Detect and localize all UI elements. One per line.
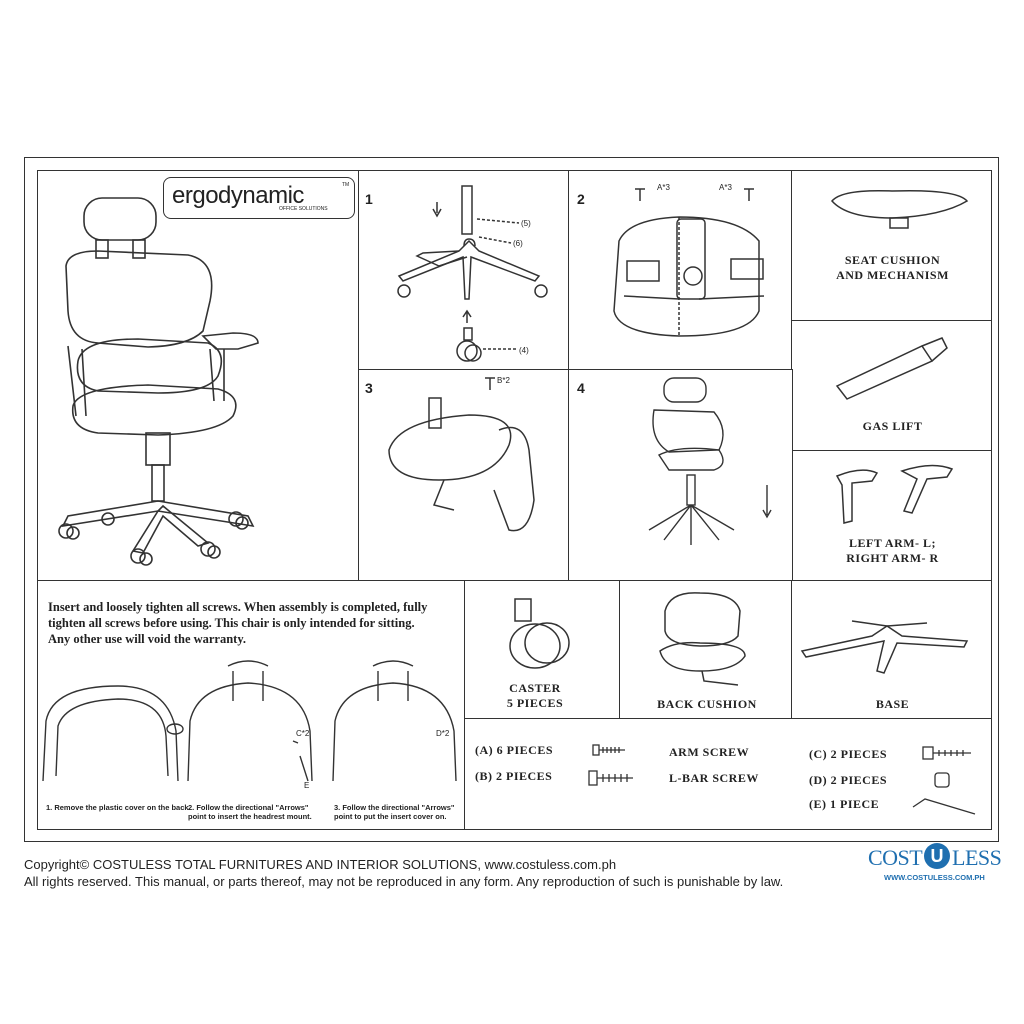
logo-less: LESS — [952, 845, 1002, 870]
caster-label-line1: CASTER — [509, 681, 561, 695]
base-assembly-drawing — [359, 171, 570, 371]
caster-part — [464, 580, 621, 720]
step-4-panel — [568, 369, 793, 582]
seat-back-attach-drawing — [359, 370, 570, 582]
callout-a-left: A*3 — [657, 183, 670, 192]
hardware-e-qty: (E) 1 PIECE — [809, 797, 880, 811]
instructions-line2: tighten all screws before using. This chair is only intended for sitting. — [48, 616, 415, 630]
completed-chair-drawing — [569, 370, 793, 582]
d-callout: D*2 — [436, 729, 450, 738]
headrest-steps-drawing — [38, 581, 466, 830]
seat-cushion-label — [792, 253, 992, 283]
hardware-a-qty: (A) 6 PIECES — [475, 743, 554, 757]
step-2-panel — [568, 170, 793, 371]
l-bar-screw-label: L-BAR SCREW — [669, 771, 759, 785]
instructions-line3: Any other use will void the warranty. — [48, 632, 247, 646]
headrest-step-3-line1: 3. Follow the directional "Arrows" — [334, 803, 455, 812]
base-label: BASE — [875, 697, 910, 711]
hardware-b-qty: (B) 2 PIECES — [475, 769, 553, 783]
arms-label-line2: RIGHT ARM- R — [846, 551, 939, 565]
arms-label-line1: LEFT ARM- L; — [848, 536, 937, 550]
arms-part — [791, 450, 992, 582]
seat-cushion-drawing — [792, 171, 992, 322]
seat-cushion-part — [791, 170, 992, 322]
back-cushion-part — [619, 580, 793, 720]
copyright-line1: Copyright© COSTULESS TOTAL FURNITURES AND INTERIOR SOLUTIONS, www.costuless.com.ph — [24, 857, 617, 872]
instructions-line1: Insert and loosely tighten all screws. When assembly is completed, fully — [48, 600, 428, 614]
step-2-number: 2 — [577, 191, 585, 207]
step-4-number: 4 — [577, 380, 585, 396]
headrest-step-2-line1: 2. Follow the directional "Arrows" — [188, 803, 309, 812]
caster-label-line2: 5 PIECES — [506, 696, 564, 710]
mechanism-attach-drawing — [569, 171, 793, 371]
headrest-step-2-line2: point to insert the headrest mount. — [188, 812, 312, 821]
hardware-c-qty: (C) 2 PIECES — [809, 747, 888, 761]
brand-tagline: OFFICE SOLUTIONS — [279, 206, 328, 212]
logo-cost: COST — [868, 845, 923, 870]
callout-a-right: A*3 — [719, 183, 732, 192]
headrest-step-2-caption — [188, 803, 312, 821]
caster-label — [465, 681, 605, 711]
callout-4: (4) — [519, 346, 529, 355]
logo-url: WWW.COSTULESS.COM.PH — [884, 873, 985, 882]
hardware-panel — [464, 718, 992, 830]
hardware-d-qty: (D) 2 PIECES — [809, 773, 888, 787]
gas-lift-label: GAS LIFT — [862, 419, 923, 433]
arm-screw-label: ARM SCREW — [669, 745, 750, 759]
headrest-step-3-caption — [334, 803, 454, 821]
headrest-step-3-line2: point to put the insert cover on. — [334, 812, 447, 821]
step-3-number: 3 — [365, 380, 373, 396]
brand-tm: TM — [342, 182, 350, 188]
e-callout: E — [304, 781, 310, 790]
instructions-panel — [37, 580, 466, 830]
costuless-logo — [862, 843, 1012, 888]
seat-cushion-label-line2: AND MECHANISM — [836, 268, 949, 282]
chair-overview-drawing — [38, 171, 360, 582]
headrest-step-1-caption: 1. Remove the plastic cover on the back. — [46, 803, 191, 812]
back-cushion-label: BACK CUSHION — [657, 697, 757, 711]
callout-6: (6) — [513, 239, 523, 248]
brand-name: ergodynamic — [172, 182, 304, 209]
copyright-line2: All rights reserved. This manual, or parts thereof, may not be reproduced in any form. Any reproduction of such is punishable by law. — [24, 874, 784, 889]
gas-lift-part — [791, 320, 992, 452]
step-1-number: 1 — [365, 191, 373, 207]
step-3-panel — [358, 369, 570, 582]
seat-cushion-label-line1: SEAT CUSHION — [844, 253, 941, 267]
hardware-drawing — [465, 719, 992, 830]
arms-label — [792, 536, 992, 566]
copyright-footer — [24, 856, 783, 890]
step-1-panel — [358, 170, 570, 371]
logo-u-badge: U — [924, 843, 950, 869]
overview-panel — [37, 170, 360, 582]
callout-5: (5) — [521, 219, 531, 228]
c-callout: C*2 — [296, 729, 310, 738]
base-part — [791, 580, 992, 720]
callout-b: B*2 — [497, 376, 510, 385]
